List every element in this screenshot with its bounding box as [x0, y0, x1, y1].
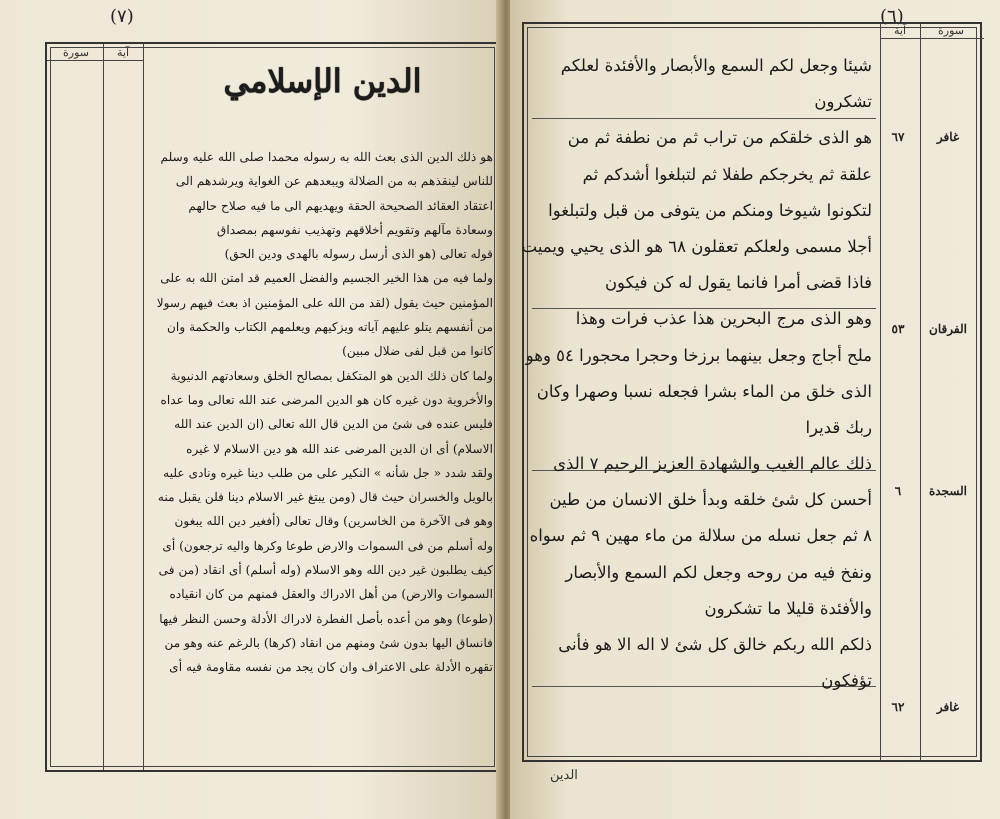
text-line: اعتقاد العقائد الصحيحة الحقة ويهديهم الى ما فيه صلاح حالهم: [188, 198, 493, 213]
ref-aya: ٦: [894, 484, 902, 498]
text-line: أجلا مسمى ولعلكم تعقلون ٦٨ هو الذى يحيي ويميت: [521, 236, 872, 256]
text-line: كانوا من قبل لفى ضلال مبين): [342, 344, 493, 359]
text-line: (طوعا) وهو من أعده بأصل الفطرة لادراك الأدلة وحسن النظر فيها: [159, 611, 493, 626]
text-line: هو الذى خلقكم من تراب ثم من نطفة ثم من: [567, 128, 872, 148]
text-line: من أنفسهم يتلو عليهم آياته ويزكيهم ويعلمهم الكتاب والحكمة وان: [166, 320, 493, 335]
right-page-number: (٦): [880, 6, 904, 27]
right-col-header-aya: آية: [893, 24, 906, 37]
text-line: ذلكم الله ربكم خالق كل شئ لا اله الا هو فأنى: [558, 635, 872, 654]
text-line: فاذا قضى أمرا فانما يقول له كن فيكون: [604, 273, 872, 293]
ref-sura: الفرقان: [929, 322, 967, 336]
text-line: السموات والارض) من أهل الادراك والعقل فمنهم من كان انقياده: [169, 587, 493, 602]
text-line: الاسلام) أى ان الدين المرضى عند الله هو دين الاسلام لا غيره: [186, 441, 493, 456]
ref-sura: غافر: [936, 700, 960, 714]
text-line: كيف يطلبون غير دين الله وهو الاسلام (وله أسلم) أى انقاد (من فى: [158, 563, 493, 578]
text-line: المؤمنين حيث يقول (لقد من الله على المؤمنين اذ بعث فيهم رسولا: [156, 295, 493, 310]
text-line: وله أسلم من فى السموات والارض طوعا وكرها واليه ترجعون) أى: [162, 538, 493, 553]
text-line: فليس عنده فى شئ من الدين قال الله تعالى (ان الدين عند الله: [174, 417, 493, 432]
text-line: ولما كان ذلك الدين هو المتكفل بمصالح الخلق وسعادتهم الدنيوية: [170, 368, 493, 383]
text-line: تقهره الأدلة على الاعتراف وان كان يجد من نفسه مقاومة فيه أى: [169, 660, 493, 675]
right-col-header-sura: سورة: [938, 24, 964, 37]
ref-sura: غافر: [936, 130, 960, 144]
chapter-title: الدين الإسلامي: [223, 62, 422, 100]
text-line: ملح أجاج وجعل بينهما برزخا وحجرا محجورا ٥٤ وهو: [525, 345, 872, 365]
text-line: أحسن كل شئ خلقه وبدأ خلق الانسان من طين: [549, 490, 872, 510]
text-line: وهو فى الآخرة من الخاسرين) وقال تعالى (أفغير دين الله يبغون: [174, 514, 493, 529]
left-col-header-sura: سورة: [63, 46, 89, 59]
text-line: لتكونوا شيوخا ومنكم من يتوفى من قبل ولتبلغوا: [548, 200, 872, 220]
ref-aya: ٦٧: [891, 130, 905, 144]
text-line: تشكرون: [814, 92, 872, 112]
left-col-header-aya: آية: [116, 46, 129, 59]
text-line: الذى خلق من الماء بشرا فجعله نسبا وصهرا وكان: [536, 381, 872, 401]
right-page: [510, 0, 1000, 819]
text-line: قوله تعالى (هو الذى أرسل رسوله بالهدى ودين الحق): [224, 247, 493, 262]
text-line: ٨ ثم جعل نسله من سلالة من ماء مهين ٩ ثم سواه: [529, 526, 872, 546]
text-line: والأفئدة قليلا ما تشكرون: [704, 598, 872, 618]
text-line: للناس لينقذهم به من الضلالة ويبعدهم عن الغواية ويرشدهم الى: [175, 174, 493, 189]
text-line: ذلك عالم الغيب والشهادة العزيز الرحيم ٧ الذى: [553, 454, 872, 474]
text-line: ولقد شدد « جل شأنه » النكير على من طلب دينا غيره ونادى عليه: [163, 465, 493, 480]
ref-sura: السجدة: [928, 484, 968, 498]
left-page-body: [148, 145, 493, 680]
text-line: ونفخ فيه من روحه وجعل لكم السمع والأبصار: [565, 562, 872, 582]
catchword: الدين: [550, 768, 578, 783]
text-line: وهو الذى مرج البحرين هذا عذب فرات وهذا: [575, 309, 872, 329]
text-line: والأخروية دون غيره كان هو الدين المرضى عند الله تعالى وما عداه: [160, 392, 493, 407]
text-line: ربك قديرا: [805, 417, 872, 437]
ref-aya: ٥٣: [891, 322, 905, 336]
text-line: بالويل والخسران حيث قال (ومن يبتغ غير الاسلام دينا فلن يقبل منه: [157, 490, 493, 505]
text-line: هو ذلك الدين الذى بعث الله به رسوله محمدا صلى الله عليه وسلم: [160, 150, 493, 164]
text-line: وسعادة مآلهم وتقويم أخلاقهم وتهذيب نفوسهم بمصداق: [216, 222, 493, 237]
left-page-number: (٧): [110, 6, 134, 27]
text-line: علقة ثم يخرجكم طفلا ثم لتبلغوا أشدكم ثم: [582, 164, 872, 184]
text-line: شيئا وجعل لكم السمع والأبصار والأفئدة لعلكم: [560, 56, 872, 75]
ref-aya: ٦٢: [891, 700, 905, 714]
text-line: ولما فيه من هذا الخير الجسيم والفضل العميم قد امتن الله به على: [160, 271, 493, 286]
right-page-body: [521, 48, 872, 699]
text-line: تؤفكون: [821, 671, 872, 691]
text-line: فانساق اليها بدون شئ ومنهم من انقاد (كرها) بالرغم عنه وهو من: [164, 635, 493, 650]
